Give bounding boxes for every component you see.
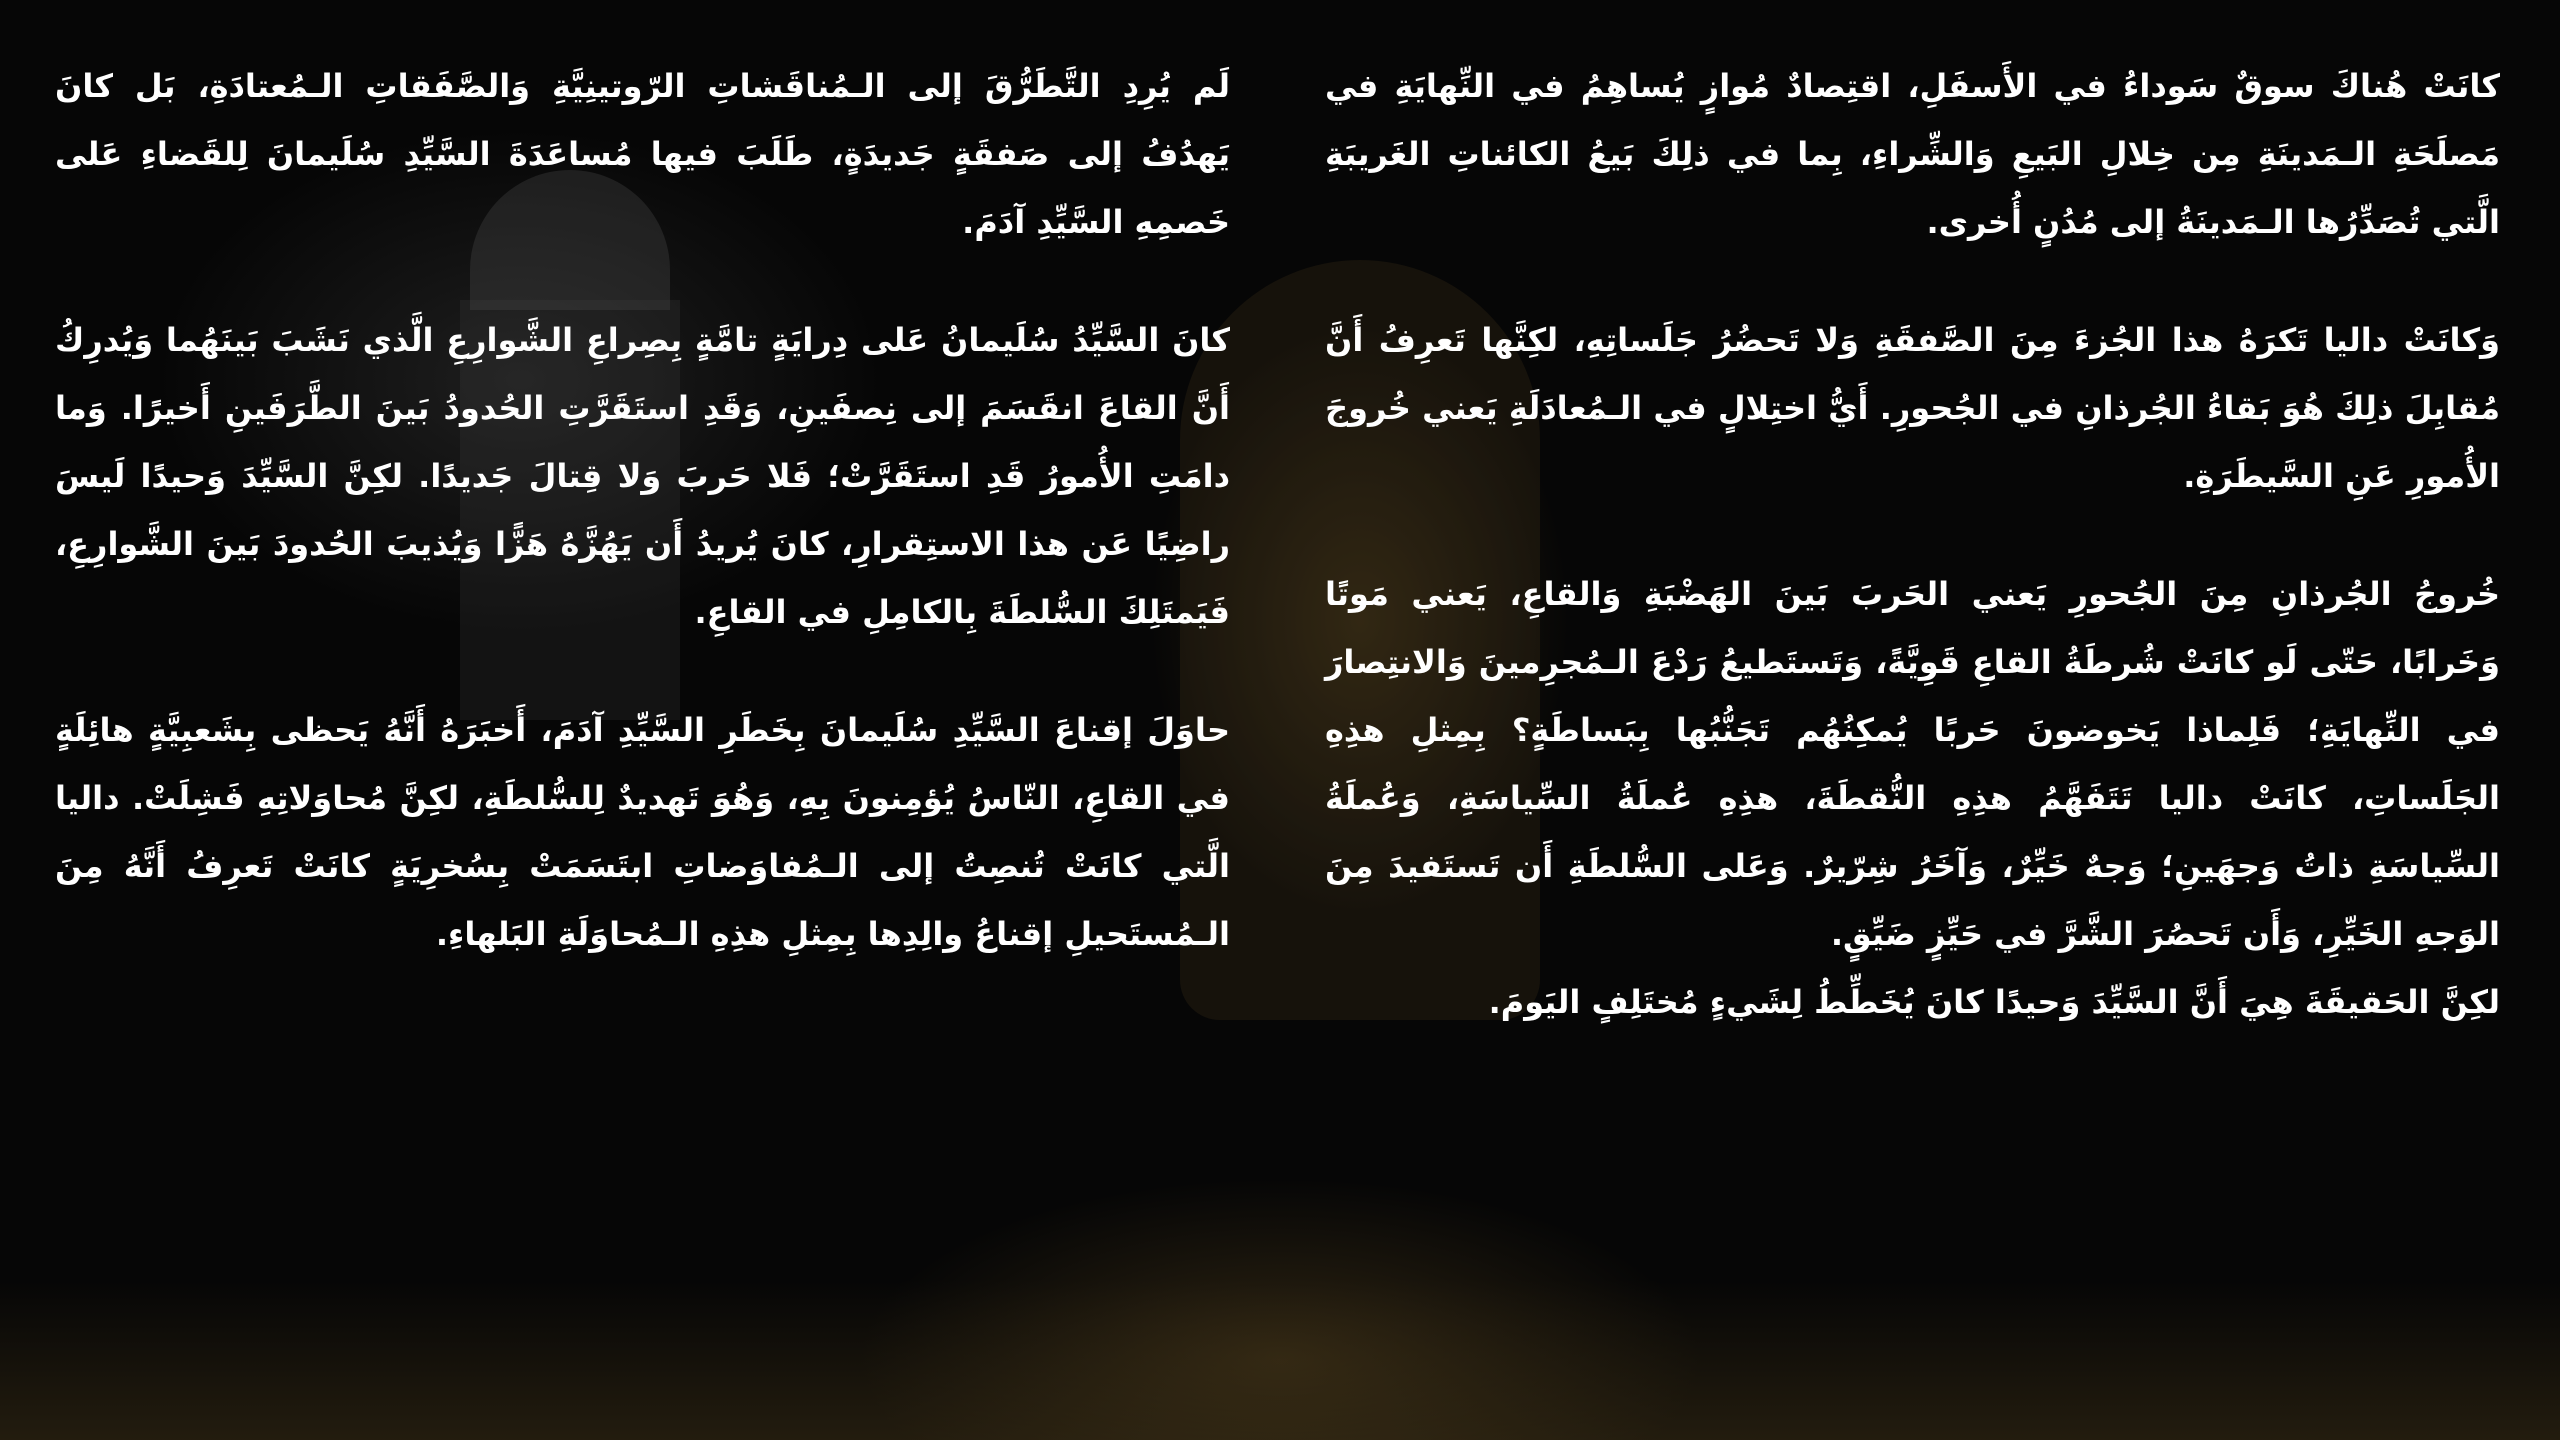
paragraph: لَم يُرِدِ التَّطَرُّقَ إلى الـمُناقَشاتِ الرّوتينِيَّةِ وَالصَّفَقاتِ الـمُعتادَةِ، بَل كانَ يَهدُفُ إلى صَفقَةٍ جَديدَةٍ، طَلَبَ فيها مُساعَدَةَ السَّيِّدِ سُلَيمانَ لِلقَضاءِ عَلى خَصمِهِ السَّيِّدِ آدَمَ. (55, 67, 1230, 241)
paragraph: خُروجُ الجُرذانِ مِنَ الجُحورِ يَعني الحَربَ بَينَ الهَضْبَةِ وَالقاعِ، يَعني مَوتًا وَخَرابًا، حَتّى لَو كانَتْ شُرطَةُ القاعِ قَوِيَّةً، وَتَستَطيعُ رَدْعَ الـمُجرِمينَ وَالانتِصارَ في النِّهايَةِ؛ فَلِماذا يَخوضونَ حَربًا يُمكِنُهُم تَجَنُّبُها بِبَساطَةٍ؟ بِمِثلِ هذِهِ الجَلَساتِ، كانَتْ داليا تَتَفَهَّمُ هذِهِ النُّقطَةَ، هذِهِ عُملَةُ السِّياسَةِ، وَعُملَةُ السِّياسَةِ ذاتُ وَجهَينِ؛ وَجهٌ خَيِّرٌ، وَآخَرُ شِرّيرٌ. وَعَلى السُّلطَةِ أَن تَستَفيدَ مِنَ الوَجهِ الخَيِّرِ، وَأَن تَحصُرَ الشَّرَّ في حَيِّزٍ ضَيِّقٍ. (1325, 575, 2500, 953)
text-column-left (55, 52, 1230, 1018)
background-ground-texture (0, 1280, 2560, 1440)
paragraph: حاوَلَ إقناعَ السَّيِّدِ سُلَيمانَ بِخَطَرِ السَّيِّدِ آدَمَ، أَخبَرَهُ أَنَّهُ يَحظى بِشَعبِيَّةٍ هائِلَةٍ في القاعِ، النّاسُ يُؤمِنونَ بِهِ، وَهُوَ تَهديدٌ لِلسُّلطَةِ، لكِنَّ مُحاوَلاتِهِ فَشِلَتْ. داليا الَّتي كانَتْ تُنصِتُ إلى الـمُفاوَضاتِ ابتَسَمَتْ بِسُخرِيَةٍ كانَتْ تَعرِفُ أَنَّهُ مِنَ الـمُستَحيلِ إقناعُ والِدِها بِمِثلِ هذِهِ الـمُحاوَلَةِ البَلهاءِ. (55, 711, 1230, 953)
text-column-right (1325, 52, 2500, 1086)
paragraph: لكِنَّ الحَقيقَةَ هِيَ أَنَّ السَّيِّدَ وَحيدًا كانَ يُخَطِّطُ لِشَيءٍ مُختَلِفٍ اليَومَ. (1488, 983, 2500, 1021)
paragraph: كانَ السَّيِّدُ سُلَيمانُ عَلى دِرايَةٍ تامَّةٍ بِصِراعِ الشَّوارِعِ الَّذي نَشَبَ بَينَهُما وَيُدرِكُ أَنَّ القاعَ انقَسَمَ إلى نِصفَينِ، وَقَدِ استَقَرَّتِ الحُدودُ بَينَ الطَّرَفَينِ أَخيرًا. وَما دامَتِ الأُمورُ قَدِ استَقَرَّتْ؛ فَلا حَربَ وَلا قِتالَ جَديدًا. لكِنَّ السَّيِّدَ وَحيدًا لَيسَ راضِيًا عَن هذا الاستِقرارِ، كانَ يُريدُ أَن يَهُزَّهُ هَزًّا وَيُذيبَ الحُدودَ بَينَ الشَّوارِعِ، فَيَمتَلِكَ السُّلطَةَ بِالكامِلِ في القاعِ. (55, 321, 1230, 631)
paragraph: كانَتْ هُناكَ سوقٌ سَوداءُ في الأَسفَلِ، اقتِصادٌ مُوازٍ يُساهِمُ في النِّهايَةِ في مَصلَحَةِ الـمَدينَةِ مِن خِلالِ البَيعِ وَالشِّراءِ، بِما في ذلِكَ بَيعُ الكائناتِ الغَريبَةِ الَّتي تُصَدِّرُها الـمَدينَةُ إلى مُدُنٍ أُخرى. (1325, 67, 2500, 241)
paragraph: وَكانَتْ داليا تَكرَهُ هذا الجُزءَ مِنَ الصَّفقَةِ وَلا تَحضُرُ جَلَساتِهِ، لكِنَّها تَعرِفُ أَنَّ مُقابِلَ ذلِكَ هُوَ بَقاءُ الجُرذانِ في الجُحورِ. أَيُّ اختِلالٍ في الـمُعادَلَةِ يَعني خُروجَ الأُمورِ عَنِ السَّيطَرَةِ. (1325, 321, 2500, 495)
